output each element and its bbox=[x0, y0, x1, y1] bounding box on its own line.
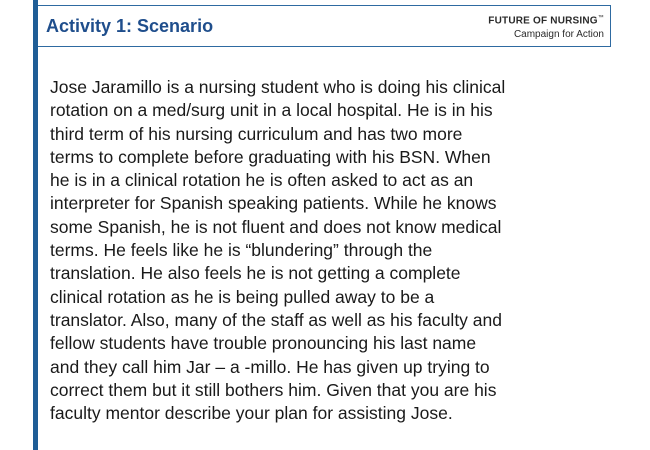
brand-tagline: Campaign for Action bbox=[513, 29, 604, 41]
brand-name: FUTURE OF NURSING bbox=[488, 15, 598, 27]
left-accent-bar bbox=[33, 0, 38, 450]
scenario-text bbox=[50, 76, 620, 425]
scenario-line: and they call him Jar – a -millo. He has given up trying to bbox=[50, 356, 490, 377]
scenario-line: some Spanish, he is not fluent and does not know medical bbox=[50, 216, 502, 237]
scenario-line: terms to complete before graduating with his BSN. When bbox=[50, 146, 491, 167]
scenario-line: faculty mentor describe your plan for assisting Jose. bbox=[50, 403, 453, 424]
brand-logo bbox=[488, 11, 604, 42]
scenario-line: fellow students have trouble pronouncing his last name bbox=[50, 333, 477, 354]
scenario-line: clinical rotation as he is being pulled away to be a bbox=[50, 286, 435, 307]
scenario-line: translation. He also feels he is not getting a complete bbox=[50, 263, 461, 284]
brand-trademark: ™ bbox=[597, 15, 604, 21]
scenario-line: rotation on a med/surg unit in a local hospital. He is in his bbox=[50, 100, 493, 121]
scenario-line: terms. He feels like he is “blundering” through the bbox=[50, 240, 433, 261]
scenario-line: he is in a clinical rotation he is often asked to act as an bbox=[50, 170, 474, 191]
scenario-line: translator. Also, many of the staff as well as his faculty and bbox=[50, 309, 502, 330]
scenario-line: third term of his nursing curriculum and has two more bbox=[50, 123, 463, 144]
header-box bbox=[38, 5, 611, 47]
scenario-line: Jose Jaramillo is a nursing student who is doing his clinical bbox=[50, 77, 506, 97]
slide-title: Activity 1: Scenario bbox=[46, 16, 214, 36]
scenario-line: interpreter for Spanish speaking patients. While he knows bbox=[50, 193, 497, 214]
scenario-line: correct them but it still bothers him. Given that you are his bbox=[50, 379, 497, 400]
